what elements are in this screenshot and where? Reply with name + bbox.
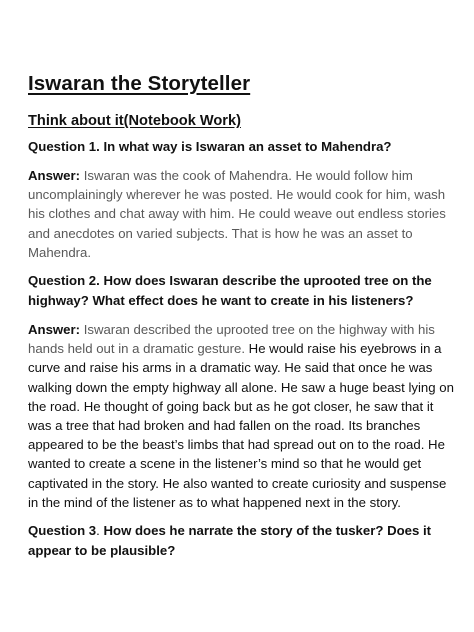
answer-2 bbox=[28, 320, 456, 512]
page-title: Iswaran the Storyteller bbox=[28, 72, 251, 95]
document-page bbox=[28, 70, 456, 561]
section-subtitle: Think about it(Notebook Work) bbox=[28, 113, 241, 129]
answer-1 bbox=[28, 166, 456, 262]
question-3 bbox=[28, 521, 456, 561]
question-3-label: Question 3 bbox=[28, 523, 97, 539]
question-3-text: How does he narrate the story of the tusker? Does it appear to be plausible? bbox=[28, 523, 432, 559]
answer-2-label: Answer: bbox=[28, 322, 81, 338]
answer-1-text: Iswaran was the cook of Mahendra. He would follow him uncomplainingly wherever he was posted. He would cook for him, wash his clothes and chat away with him. He could weave out endless stories and anecdotes on varied subjects. That is how he was an asset to Mahendra. bbox=[28, 168, 446, 260]
question-2: Question 2. How does Iswaran describe the uprooted tree on the highway? What effect does he want to create in his listeners? bbox=[28, 273, 432, 309]
question-1: Question 1. In what way is Iswaran an asset to Mahendra? bbox=[28, 139, 392, 154]
answer-2-text-part1: Iswaran described the uprooted tree on the highway with his hands held out in a dramatic gesture. bbox=[28, 322, 435, 357]
answer-2-text-part2: He would raise his eyebrows in a curve and raise his arms in a dramatic way. He said that once he was walking down the empty highway all alone. He saw a huge beast lying on the road. He thought of going back but as he got closer, he saw that it was a tree that had broken and had fallen on the road. Its branches appeared to be the beast’s limbs that had spread out on to the road. He wanted to create a scene in the listener’s mind so that he would get captivated in the story. He also wanted to create curiosity and suspense in the mind of the listener as to what happened next in the story. bbox=[28, 341, 454, 510]
question-3-separator: . bbox=[96, 523, 100, 539]
answer-1-label: Answer: bbox=[28, 168, 81, 183]
